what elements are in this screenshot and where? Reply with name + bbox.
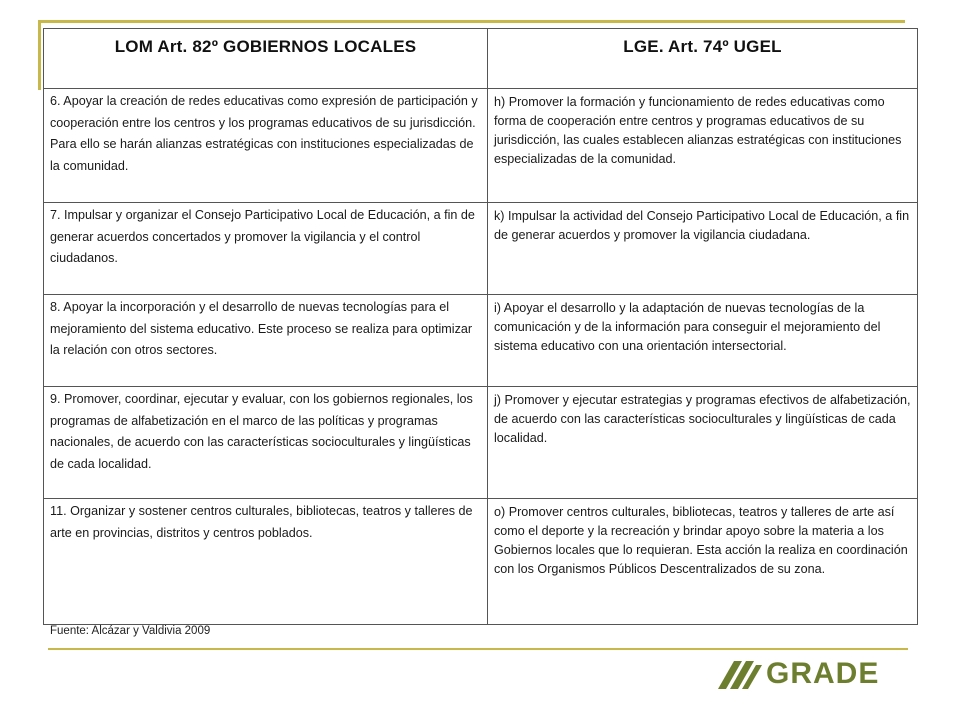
source-note: Fuente: Alcázar y Valdivia 2009 <box>50 625 211 637</box>
top-accent-rule <box>40 20 905 23</box>
cell-lom: 6. Apoyar la creación de redes educativas como expresión de participación y cooperación entre los centros y los programas educativos de su jurisdicción. Para ello se harán alianzas estratégicas con instituciones especializadas de la comunidad. <box>44 89 488 203</box>
cell-lge: k) Impulsar la actividad del Consejo Participativo Local de Educación, a fin de generar acuerdos y promover la vigilancia ciudadana. <box>488 203 918 295</box>
grade-logo-mark-icon <box>718 659 764 689</box>
cell-lge: i) Apoyar el desarrollo y la adaptación de nuevas tecnologías de la comunicación y de la información para conseguir el mejoramiento del sistema educativo con una orientación intersectorial. <box>488 295 918 387</box>
table-row <box>44 89 918 203</box>
comparison-table <box>43 28 918 625</box>
header-lom: LOM Art. 82º GOBIERNOS LOCALES <box>44 29 488 89</box>
cell-lom: 8. Apoyar la incorporación y el desarrollo de nuevas tecnologías para el mejoramiento del sistema educativo. Este proceso se realiza para optimizar la relación con otros sectores. <box>44 295 488 387</box>
cell-lom: 9. Promover, coordinar, ejecutar y evaluar, con los gobiernos regionales, los programas de alfabetización en el marco de las políticas y programas nacionales, de acuerdo con las características socioculturales y lingüísticas de cada localidad. <box>44 387 488 499</box>
bottom-accent-rule <box>48 648 908 650</box>
table-row <box>44 203 918 295</box>
cell-lge: j) Promover y ejecutar estrategias y programas efectivos de alfabetización, de acuerdo con las características socioculturales y lingüísticas de cada localidad. <box>488 387 918 499</box>
table-row <box>44 295 918 387</box>
table-row <box>44 499 918 625</box>
grade-logo <box>718 657 898 691</box>
table-row <box>44 387 918 499</box>
cell-lom: 11. Organizar y sostener centros culturales, bibliotecas, teatros y talleres de arte en provincias, distritos y centros poblados. <box>44 499 488 625</box>
cell-lge: o) Promover centros culturales, bibliotecas, teatros y talleres de arte así como el deporte y la recreación y brindar apoyo sobre la materia a los Gobiernos locales que lo requieran. Esta acción la realiza en coordinación con los Organismos Públicos Descentralizados de su zona. <box>488 499 918 625</box>
table-header-row <box>44 29 918 89</box>
cell-lge: h) Promover la formación y funcionamiento de redes educativas como forma de cooperación entre centros y programas educativos de su jurisdicción, las cuales establecen alianzas estratégicas con instituciones especializadas de la comunidad. <box>488 89 918 203</box>
left-accent-rule <box>38 20 41 90</box>
cell-lom: 7. Impulsar y organizar el Consejo Participativo Local de Educación, a fin de generar acuerdos concertados y promover la vigilancia y el control ciudadanos. <box>44 203 488 295</box>
header-lge: LGE. Art. 74º UGEL <box>488 29 918 89</box>
grade-logo-text: GRADE <box>766 657 880 690</box>
